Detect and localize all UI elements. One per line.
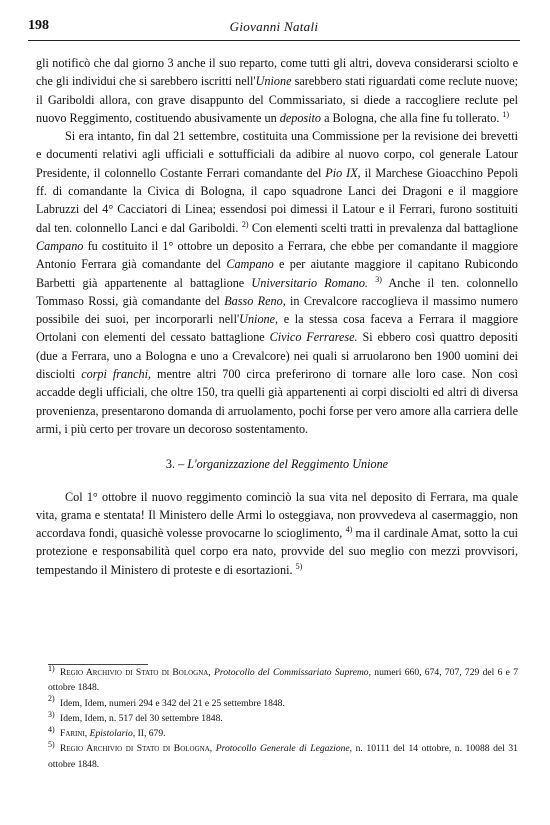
footnote-source: Farini, [60, 728, 88, 740]
text-run: e per aiutante maggiore il capitano Rubicondo Barbetti già appartenente al battaglione [36, 257, 518, 290]
paragraph-2 [36, 127, 518, 438]
italic-run: Pio IX [325, 165, 358, 180]
footnote-ref-3[interactable]: 3) [375, 274, 382, 284]
text-run: Si ebbero così quattro depositi (due a Ferrara, uno a Bologna e uno a Crevalcore) nei quali si arruolarono ben 1900 uomini dei disciolti [36, 330, 518, 382]
footnote-4: 4) Farini, Epistolario, II, 679. [48, 725, 166, 740]
text-run: gli notificò che dal giorno 3 anche il suo reparto, come tutti gli altri, doveva considerarsi sciolto e che gli individui che si sarebbero iscritti nell' [36, 56, 518, 89]
footnote-title: Protocollo del Commissariato Supremo, [210, 667, 372, 678]
footnote-title: Protocollo Generale di Legazione, [212, 743, 353, 755]
paragraph-3 [36, 488, 518, 579]
running-header [28, 18, 520, 41]
footnote-ref-5[interactable]: 5) [295, 561, 303, 571]
text-run: , il Marchese Gioacchino Pepoli ff. di comandante la Civica di Bologna, il capo squadrone Lanci dei Dragoni e il maggiore Labruzzi del 4° Cacciatori di Linea; essendosi poi dimessi il Latour e il Ferrari, furono sostituiti dal ten. colonnello Lanci e dal Gariboldi. [36, 165, 518, 235]
page-number: 198 [28, 18, 49, 33]
italic-run: Universitario Romano. [251, 275, 368, 290]
italic-run: corpi franchi [81, 367, 149, 382]
italic-run: Basso Reno [224, 293, 283, 308]
main-text [36, 54, 518, 579]
text-run: sarebbero stati riguardati come reclute nuove; il Gariboldi allora, con grave disappunto del Commissariato, si diede a raccogliere reclute pel nuovo Reggimento, costituendo abusivamente un [36, 74, 518, 125]
italic-run: Unione [239, 312, 276, 327]
section-heading [36, 455, 518, 473]
footnote-1: 1) Regio Archivio di Stato di Bologna, Protocollo del Commissariato Supremo, numeri 660, 674, 707, 729 del 6 e 7 ottobre 1848. [48, 663, 518, 694]
text-run: Con elementi scelti tratti in prevalenza dal battaglione [248, 220, 518, 235]
footnote-3: 3) Idem, Idem, n. 517 del 30 settembre 1848. [48, 709, 223, 724]
footnote-text: II, 679. [135, 728, 166, 740]
text-run: , in Crevalcore raccoglieva il massimo numero possibile dei suoi, per incorporarli nell' [36, 293, 518, 327]
footnote-2: 2) Idem, Idem, numeri 294 e 342 del 21 e 25 settembre 1848. [48, 694, 285, 709]
footnote-source: Regio Archivio di Stato di Bologna, [60, 743, 213, 755]
italic-run: deposito [279, 110, 322, 125]
section-title: L'organizzazione del Reggimento Unione [187, 457, 389, 472]
footnote-5: 5) Regio Archivio di Stato di Bologna, Protocollo Generale di Legazione, n. 10111 del 14 ottobre, n. 10088 del 31 ottobre 1848. [48, 740, 518, 770]
section-number: 3. – [165, 457, 185, 472]
paragraph-1 [36, 54, 518, 127]
text-run: fu costituito il 1° ottobre un deposito a Ferrara, che ebbe per comandante il maggiore Antonio Ferrara già comandante del [36, 238, 518, 272]
footnotes [36, 664, 518, 772]
footnote-source: Regio Archivio di Stato di Bologna, [60, 667, 211, 678]
italic-run: Campano [36, 238, 84, 253]
text-run: , e la stessa cosa faceva a Ferrara il maggiore Ortolani con elementi del cessato battaglione [36, 312, 518, 345]
footnote-title: Epistolario, [87, 728, 136, 740]
footnote-ref-1[interactable]: 1) [502, 109, 510, 119]
running-title: Giovanni Natali [229, 19, 319, 34]
footnote-text: numeri 660, 674, 707, 729 del 6 e 7 ottobre 1848. [48, 667, 518, 694]
italic-run: Civico Ferrarese. [269, 330, 358, 345]
text-run: Si era intanto, fin dal 21 settembre, costituita una Commissione per la revisione dei brevetti e documenti relativi agli ufficiali e sottufficiali da adibire al nuovo corpo, col generale Latour Presidente, il colonnello Costante Ferrari comandante del [36, 129, 518, 180]
footnote-ref-2[interactable]: 2) [241, 219, 249, 229]
italic-run: Unione [255, 74, 292, 89]
footnote-text: Idem, Idem, n. 517 del 30 settembre 1848. [60, 712, 223, 724]
italic-run: Campano [226, 257, 274, 272]
footnote-ref-4[interactable]: 4) [345, 525, 353, 535]
text-run: Anche il ten. colonnello Tommaso Rossi, già comandante del [36, 275, 519, 308]
text-run: a Bologna, che alla fine fu tollerato. [321, 110, 500, 125]
text-run: , mentre altri 700 circa preferirono di tornare alle loro case. Non così accadde degli ufficiali, che oltre 150, tra quelli già appartenenti ai corpi disciolti ed altri di diversa provenienza, presentarono domanda di arruolamento, pochi forse per vero amore alla carriera delle armi, i più certo per trovare un decoroso sostentamento. [36, 367, 518, 436]
footnote-text: Idem, Idem, numeri 294 e 342 del 21 e 25 settembre 1848. [60, 697, 285, 709]
footnote-text: n. 10111 del 14 ottobre, n. 10088 del 31 ottobre 1848. [48, 743, 518, 770]
text-run: Col 1° ottobre il nuovo reggimento cominciò la sua vita nel deposito di Ferrara, ma quale vita, grama e stentata! Il Ministero delle Armi lo osteggiava, non provvedeva al casermaggio, non accordava fondi, quasichè volesse provocarne lo scioglimento, [36, 489, 518, 541]
text-run: ma il cardinale Amat, sotto la cui protezione e responsabilità quel corpo era nato, provvide del suo meglio con mezzi provvisori, tempestando il Ministero di proteste e di esortazioni. [36, 526, 518, 577]
